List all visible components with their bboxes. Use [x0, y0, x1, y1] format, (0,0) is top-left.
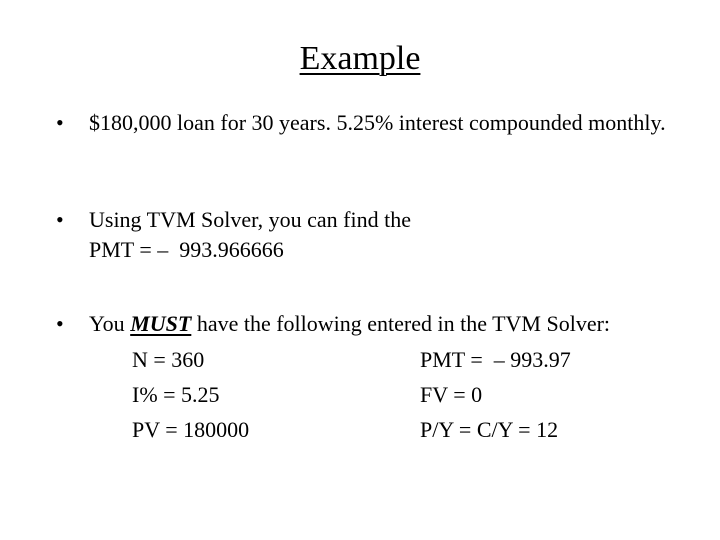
tvm-entry-n: N = 360 — [132, 347, 205, 372]
slide-title-text: Example — [299, 40, 421, 77]
bullet-marker: • — [56, 207, 64, 232]
tvm-row — [132, 377, 692, 412]
bullet-text — [89, 205, 676, 265]
slide-title — [0, 38, 720, 80]
bullet-loan-description — [56, 108, 676, 138]
bullet-text: $180,000 loan for 30 years. 5.25% interest compounded monthly. — [89, 110, 666, 135]
tvm-entry-pv: PV = 180000 — [132, 417, 250, 442]
bullet-line-1: Using TVM Solver, you can find the — [89, 207, 411, 232]
bullet-emphasis: MUST — [130, 311, 192, 336]
bullet-text-pre: You — [89, 311, 131, 336]
bullet-line-2: PMT = – 993.966666 — [89, 237, 284, 262]
bullet-marker: • — [56, 110, 64, 135]
bullet-text-post: have the following entered in the TVM Solver: — [191, 311, 611, 336]
bullet-tvm-result — [56, 205, 676, 265]
bullet-tvm-instructions — [56, 309, 676, 339]
tvm-entry-interest: I% = 5.25 — [132, 382, 220, 407]
bullet-marker: • — [56, 311, 64, 336]
tvm-row — [132, 412, 692, 447]
tvm-row — [132, 342, 692, 377]
tvm-entry-fv: FV = 0 — [420, 382, 483, 407]
tvm-entry-py-cy: P/Y = C/Y = 12 — [420, 417, 559, 442]
bullet-text — [89, 309, 676, 339]
tvm-entries — [132, 342, 692, 447]
tvm-entry-pmt: PMT = – 993.97 — [420, 347, 571, 372]
